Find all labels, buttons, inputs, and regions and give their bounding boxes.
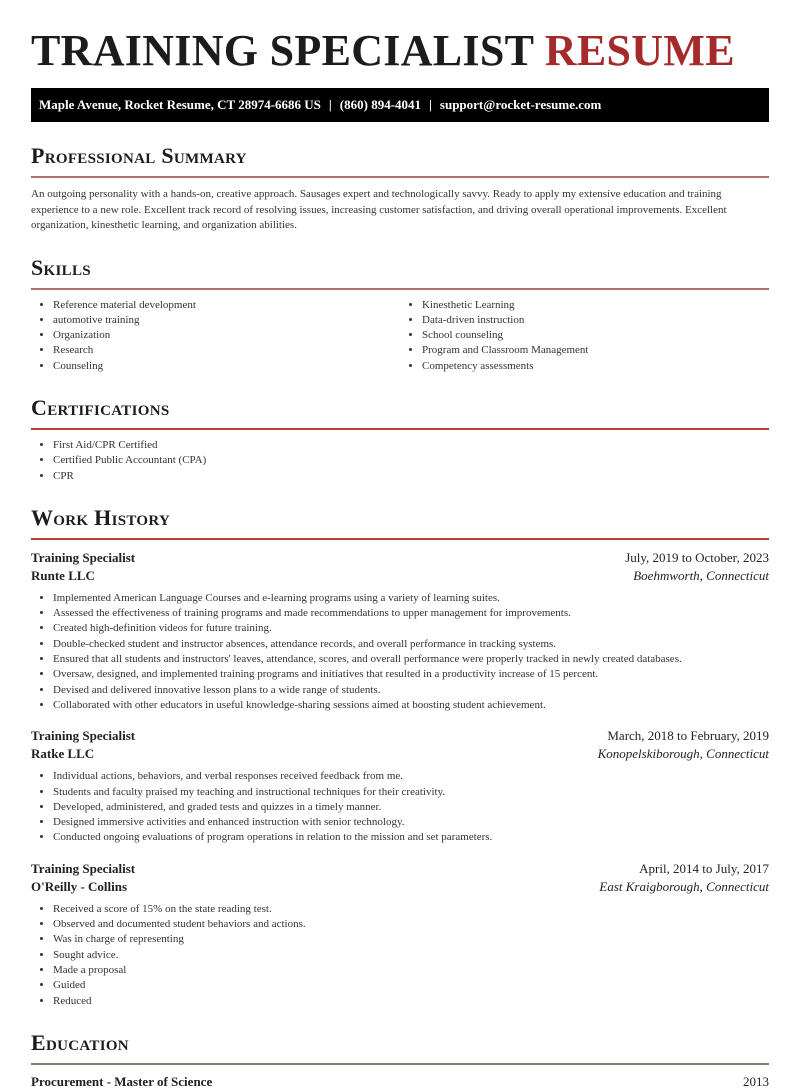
skill-item: • automotive training (53, 313, 400, 328)
education-heading: Education (31, 1029, 769, 1065)
job-bullet: • Received a score of 15% on the state reading test. (53, 902, 769, 917)
certification-item: • First Aid/CPR Certified (53, 438, 769, 453)
job-dates: March, 2018 to February, 2019 (607, 728, 769, 744)
job-dates: April, 2014 to July, 2017 (639, 860, 769, 876)
job-bullet: • Made a proposal (53, 963, 769, 978)
skills-list (31, 290, 769, 374)
work-history-heading: Work History (31, 504, 769, 540)
job-bullet: • Sought advice. (53, 948, 769, 963)
skill-item: • Competency assessments (422, 359, 769, 374)
title-accent: RESUME (544, 26, 735, 75)
skills-heading: Skills (31, 254, 769, 290)
contact-email: support@rocket-resume.com (439, 97, 602, 112)
contact-bar (31, 88, 769, 122)
job-bullet: • Assessed the effectiveness of training programs and made recommendations to upper management for improvements. (53, 606, 769, 621)
job-bullet: • Reduced (53, 994, 769, 1009)
contact-separator: | (328, 97, 332, 112)
job-bullet: • Students and faculty praised my teaching and instructional techniques for their creativity. (53, 785, 769, 800)
job-location: Konopelskiborough, Connecticut (597, 746, 769, 762)
certifications-list (31, 438, 769, 484)
skill-item: • Kinesthetic Learning (422, 298, 769, 313)
job-bullets (31, 591, 769, 713)
title-main: TRAINING SPECIALIST (31, 26, 534, 75)
certification-item: • CPR (53, 469, 769, 484)
summary-text: An outgoing personality with a hands-on, creative approach. Sausages expert and technologically savvy. Ready to apply my extensive education and training experience to a new role. Excellent track record of resolving issues, increasing customer satisfaction, and driving overall operational improvements. Excellent organization, kinesthetic learning, and organization abilities. (31, 188, 727, 231)
job-bullet: • Was in charge of representing (53, 932, 769, 947)
education-year: 2013 (743, 1073, 769, 1089)
contact-phone: (860) 894-4041 (339, 97, 422, 112)
job-title: Training Specialist (31, 549, 136, 565)
contact-address: Maple Avenue, Rocket Resume, CT 28974-6686 US (39, 97, 321, 112)
education-entry (31, 1073, 769, 1091)
job-title: Training Specialist (31, 860, 136, 876)
job-bullets (31, 902, 769, 1009)
job-title: Training Specialist (31, 728, 136, 744)
job-bullet: • Observed and documented student behaviors and actions. (53, 917, 769, 932)
skill-item: • Organization (53, 328, 400, 343)
certifications-heading: Certifications (31, 394, 769, 430)
certification-item: • Certified Public Accountant (CPA) (53, 453, 769, 468)
job-bullet: • Individual actions, behaviors, and verbal responses received feedback from me. (53, 769, 769, 784)
skill-item: • Counseling (53, 359, 400, 374)
job-bullets (31, 769, 769, 845)
skills-column-right (400, 298, 769, 374)
skill-item: • Reference material development (53, 298, 400, 313)
job-company: Runte LLC (31, 567, 95, 583)
job-bullet: • Conducted ongoing evaluations of program operations in relation to the mission and set parameters. (53, 830, 769, 845)
job-entry (31, 860, 769, 1009)
job-location: Boehmworth, Connecticut (633, 567, 769, 583)
job-bullet: • Guided (53, 978, 769, 993)
job-bullet: • Double-checked student and instructor absences, attendance records, and overall performance in tracking systems. (53, 637, 769, 652)
education-degree: Procurement - Master of Science (31, 1073, 213, 1089)
job-bullet: • Devised and delivered innovative lesson plans to a wide range of students. (53, 683, 769, 698)
summary-heading: Professional Summary (31, 142, 769, 178)
job-bullet: • Implemented American Language Courses and e-learning programs using a variety of learning suites. (53, 591, 769, 606)
skill-item: • Research (53, 343, 400, 358)
job-bullet: • Designed immersive activities and enhanced instruction with senior technology. (53, 815, 769, 830)
job-bullet: • Developed, administered, and graded tests and quizzes in a timely manner. (53, 800, 769, 815)
job-bullet: • Ensured that all students and instructors' leaves, attendance, scores, and overall performance were properly tracked in newly created databases. (53, 652, 769, 667)
skill-item: • Program and Classroom Management (422, 343, 769, 358)
job-bullet: • Collaborated with other educators in useful knowledge-sharing sessions aimed at boosting student achievement. (53, 698, 769, 713)
job-entry (31, 727, 769, 845)
contact-separator: | (429, 97, 432, 112)
job-location: East Kraigborough, Connecticut (599, 878, 769, 894)
job-dates: July, 2019 to October, 2023 (625, 549, 769, 565)
skill-item: • Data-driven instruction (422, 313, 769, 328)
skills-column-left (31, 298, 400, 374)
skill-item: • School counseling (422, 328, 769, 343)
job-company: Ratke LLC (31, 746, 95, 762)
job-entry (31, 549, 769, 713)
job-company: O'Reilly - Collins (31, 878, 128, 894)
resume-title (31, 28, 769, 74)
job-bullet: • Created high-definition videos for future training. (53, 621, 769, 636)
job-bullet: • Oversaw, designed, and implemented training programs and initiatives that resulted in a productivity increase of 15 percent. (53, 667, 769, 682)
